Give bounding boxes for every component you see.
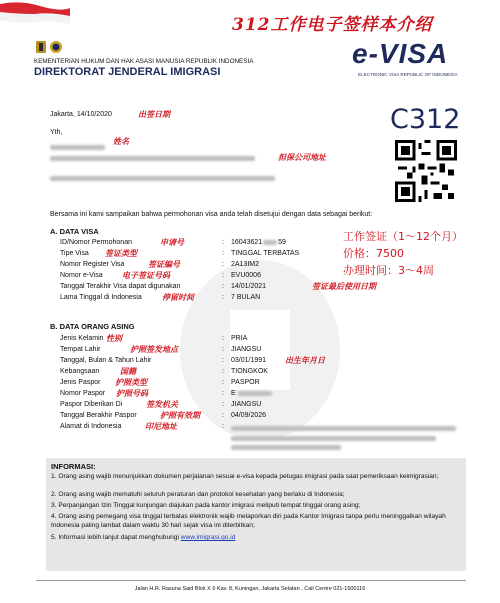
- row-label-birth-place: Tempat Lahir: [60, 346, 101, 353]
- row-note-visa-register: 签证编号: [148, 259, 180, 269]
- intro-text: Bersama ini kami sampaikan bahwa permohonan visa anda telah disetujui dengan data sebagai berikut:: [50, 211, 373, 218]
- immigration-emblem-icon: [49, 40, 63, 59]
- banner-title: 312工作电子签样本介绍: [232, 15, 433, 35]
- row-note-evisa-number: 电子签证号码: [122, 270, 170, 280]
- section-a-heading: A. DATA VISA: [50, 227, 99, 236]
- visa-info-price: 价格：7500: [343, 247, 404, 260]
- row-label-birth-date: Tanggal, Bulan & Tahun Lahir: [60, 357, 152, 364]
- row-note-gender: 性别: [106, 333, 122, 343]
- row-value-visa-last-date: 14/01/2021: [231, 283, 267, 290]
- row-value-indonesia-address-redacted: [231, 425, 456, 450]
- immigration-website-link[interactable]: www.imigrasi.go.id: [180, 534, 236, 541]
- row-note-passport-issued-at: 签发机关: [146, 399, 178, 409]
- evisa-subtitle: ELECTRONIC VISA REPUBLIC OF INDONESIA: [358, 72, 458, 77]
- footer-divider: [36, 580, 466, 581]
- row-label-nationality: Kebangsaan: [60, 368, 100, 375]
- row-value-visa-type: TINGGAL TERBATAS: [231, 250, 300, 257]
- row-value-application-id: 16043621 59: [231, 239, 286, 246]
- qr-code-icon: [395, 140, 457, 207]
- info-item-4: 4. Orang asing pemegang visa tinggal terbatas elektronik wajib melaporkan diri pada Kantor Imigrasi tanpa perlu meninggalkan wilayah Indonesia paling lambat dalam waktu 30 hari sejak visa ini diterbitkan;: [51, 513, 446, 529]
- row-label-gender: Jenis Kelamin: [60, 335, 104, 342]
- name-note: 姓名: [113, 136, 129, 146]
- indonesia-flag: [0, 0, 70, 30]
- row-label-passport-expiry: Tanggal Berakhir Paspor: [60, 412, 137, 419]
- row-label-visa-type: Tipe Visa: [60, 250, 89, 257]
- info-item-2: 2. Orang asing wajib mematuhi seluruh peraturan dan protokol kesehatan yang berlaku di Indonesia;: [51, 491, 345, 498]
- salutation: Yth,: [50, 129, 63, 136]
- information-box: [46, 458, 466, 571]
- row-value-birth-date: 03/01/1991: [231, 357, 267, 364]
- row-note-application-id: 申请号: [160, 237, 184, 247]
- row-note-passport-type: 护照类型: [115, 377, 147, 387]
- section-b-heading: B. DATA ORANG ASING: [50, 322, 135, 331]
- row-value-passport-type: PASPOR: [231, 379, 260, 386]
- row-label-visa-last-date: Tanggal Terakhir Visa dapat digunakan: [60, 283, 181, 290]
- row-label-indonesia-address: Alamat di Indonesia: [60, 423, 122, 430]
- visa-info-processing: 办理时间：3～4周: [343, 264, 434, 277]
- row-label-stay-duration: Lama Tinggal di Indonesia: [60, 294, 142, 301]
- row-value-passport-issued-at: JIANGSU: [231, 401, 262, 408]
- row-note-visa-last-date: 签证最后使用日期: [312, 281, 376, 291]
- row-note-stay-duration: 停留时间: [162, 292, 194, 302]
- visa-info-duration: 工作签证（1～12个月）: [343, 230, 463, 243]
- row-note-indonesia-address: 印尼地址: [145, 421, 177, 431]
- ministry-name: KEMENTERIAN HUKUM DAN HAK ASASI MANUSIA REPUBLIK INDONESIA: [34, 58, 254, 65]
- row-value-birth-place: JIANGSU: [231, 346, 262, 353]
- row-value-stay-duration: 7 BULAN: [231, 294, 261, 301]
- row-note-passport-expiry: 护照有效期: [160, 410, 200, 420]
- ministry-emblem-icon: [35, 40, 47, 59]
- address-note: 担保公司地址: [278, 152, 326, 162]
- row-note-birth-date: 出生年月日: [285, 355, 325, 365]
- row-value-visa-register: 2A13IM2: [231, 261, 260, 268]
- row-label-application-id: ID/Nomor Permohonan: [60, 239, 132, 246]
- row-value-gender: PRIA: [231, 335, 248, 342]
- information-title: INFORMASI:: [51, 462, 96, 471]
- date-note: 出签日期: [138, 109, 170, 119]
- row-value-evisa-number: EVU0006: [231, 272, 261, 279]
- sponsor-address-redacted: [50, 150, 275, 186]
- row-label-passport-issued-at: Paspor Diberikan Di: [60, 401, 123, 408]
- row-value-passport-expiry: 04/09/2026: [231, 412, 267, 419]
- row-value-nationality: TIONGKOK: [231, 368, 268, 375]
- footer-address: Jalan H.R. Rasuna Said Blok X 6 Kav. 8, Kuningan, Jakarta Selatan , Call Centre 021-1500116: [134, 586, 366, 592]
- row-label-visa-register: Nomor Register Visa: [60, 261, 125, 268]
- row-note-visa-type: 签证类型: [105, 248, 137, 258]
- info-item-5: 5. Informasi lebih lanjut dapat menghubungi www.imigrasi.go.id: [51, 534, 236, 541]
- directorate-name: DIREKTORAT JENDERAL IMIGRASI: [34, 66, 221, 78]
- visa-code: C312: [390, 104, 461, 135]
- visa-price-info: [343, 228, 463, 279]
- row-label-passport-number: Nomor Paspor: [60, 390, 106, 397]
- row-label-passport-type: Jenis Paspor: [60, 379, 101, 386]
- letter-date: Jakarta, 14/10/2020: [50, 111, 112, 118]
- evisa-logo: e-VISA: [352, 38, 449, 69]
- row-note-birth-place: 护照签发地点: [130, 344, 178, 354]
- info-item-3: 3. Perpanjangan Izin Tinggal kunjungan diajukan pada kantor imigrasi meliputi tempat tinggal orang asing;: [51, 502, 361, 509]
- row-value-passport-number: E: [231, 390, 272, 397]
- row-note-passport-number: 护照号码: [116, 388, 148, 398]
- row-label-evisa-number: Nomor e-Visa: [60, 272, 103, 279]
- info-item-1: 1. Orang asing wajib menunjukkan dokumen perjalanan sesuai e-visa kepada petugas imigrasi pada saat pemeriksaan keimigrasian;: [51, 473, 439, 480]
- row-note-nationality: 国籍: [120, 366, 136, 376]
